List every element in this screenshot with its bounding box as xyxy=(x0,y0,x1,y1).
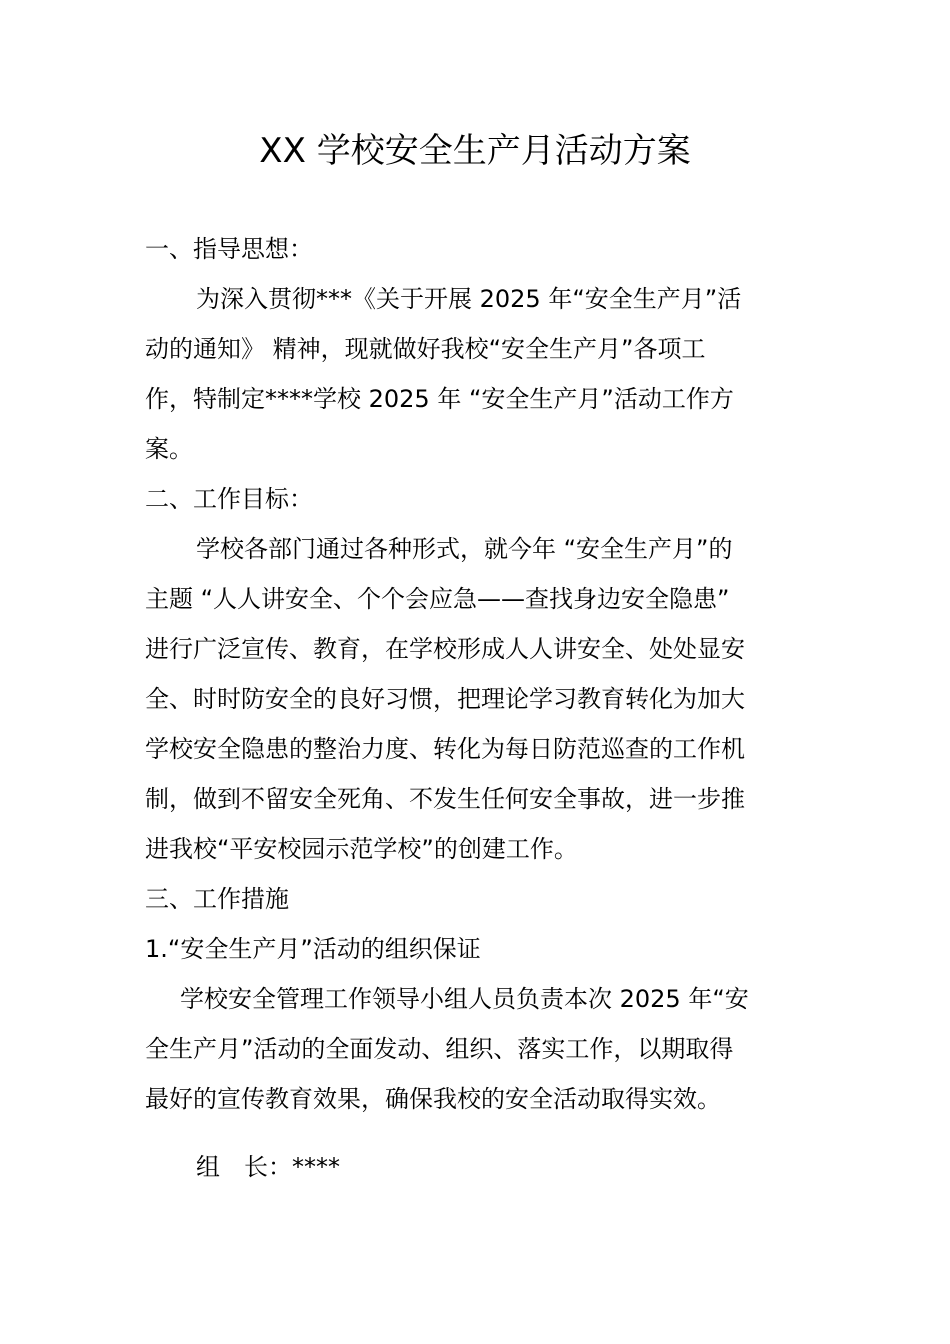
paragraph-line: 作，特制定****学校 2025 年 “安全生产月”活动工作方 xyxy=(145,385,734,413)
heading-work-measures: 三、工作措施 xyxy=(145,885,289,913)
heading-guiding-thought: 一、指导思想： xyxy=(145,235,313,263)
paragraph-line: 最好的宣传教育效果，确保我校的安全活动取得实效。 xyxy=(145,1085,721,1113)
group-leader-line: 组 长：**** xyxy=(196,1153,340,1181)
paragraph-line: 为深入贯彻***《关于开展 2025 年“安全生产月”活 xyxy=(196,285,742,313)
document-title: XX 学校安全生产月活动方案 xyxy=(259,131,691,171)
paragraph-line: 动的通知》 精神，现就做好我校“安全生产月”各项工 xyxy=(145,335,706,363)
paragraph-line: 全生产月”活动的全面发动、组织、落实工作，以期取得 xyxy=(145,1035,734,1063)
paragraph-line: 主题 “人人讲安全、个个会应急——查找身边安全隐患” xyxy=(145,585,730,613)
paragraph-line: 学校各部门通过各种形式，就今年 “安全生产月”的 xyxy=(196,535,733,563)
paragraph-line: 学校安全隐患的整治力度、转化为每日防范巡查的工作机 xyxy=(145,735,745,763)
paragraph-line: 学校安全管理工作领导小组人员负责本次 2025 年“安 xyxy=(180,985,749,1013)
paragraph-line: 案。 xyxy=(145,435,193,463)
heading-work-goals: 二、工作目标： xyxy=(145,485,313,513)
paragraph-line: 制，做到不留安全死角、不发生任何安全事故，进一步推 xyxy=(145,785,745,813)
paragraph-line: 全、时时防安全的良好习惯，把理论学习教育转化为加大 xyxy=(145,685,745,713)
paragraph-line: 进我校“平安校园示范学校”的创建工作。 xyxy=(145,835,578,863)
subheading-organization: 1.“安全生产月”活动的组织保证 xyxy=(145,935,481,963)
paragraph-line: 进行广泛宣传、教育，在学校形成人人讲安全、处处显安 xyxy=(145,635,745,663)
